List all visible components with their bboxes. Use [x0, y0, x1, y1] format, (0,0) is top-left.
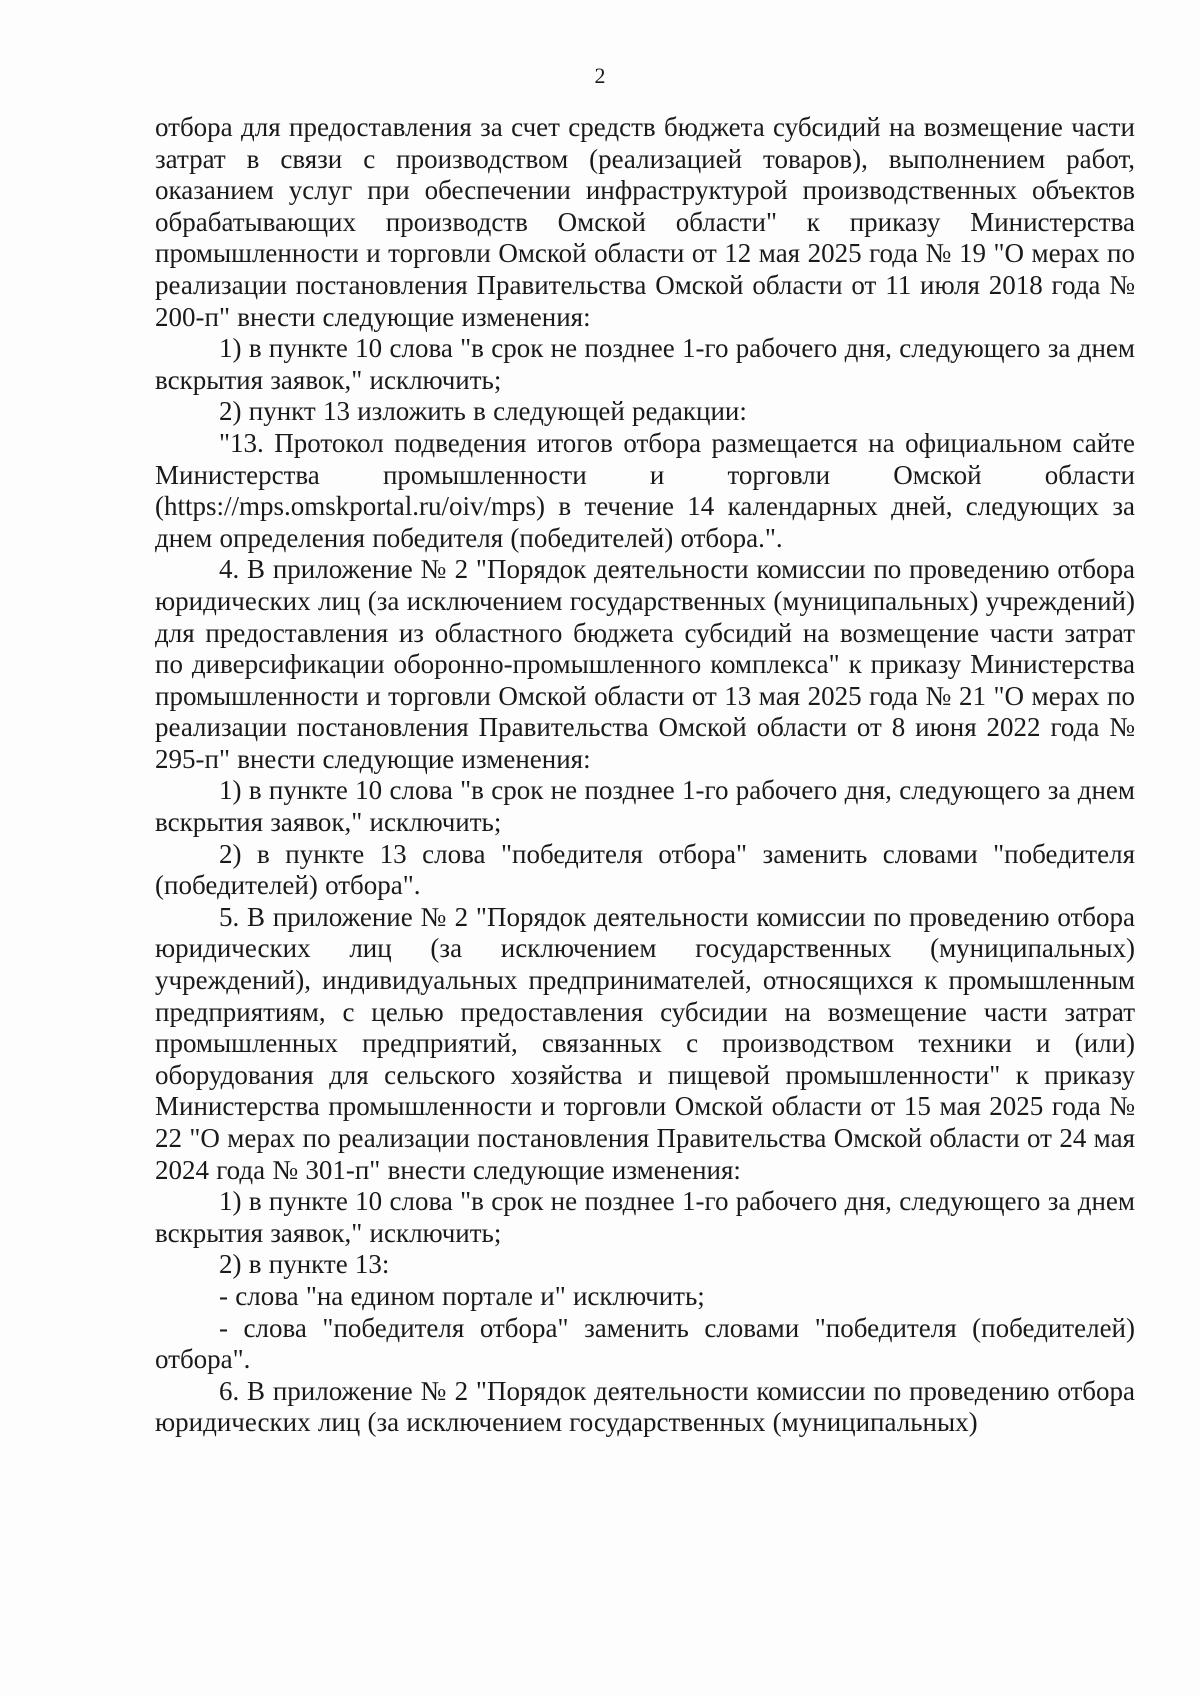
- paragraph: 5. В приложение № 2 "Порядок деятельности комиссии по проведению отбора юридических лиц (за исключением государственных (муниципальных) учреждений), индивидуальных предпринимателей, относящихся к промышленным предприятиям, с целью предоставления субсидии на возмещение части затрат промышленных предприятий, связанных с производством техники и (или) оборудования для сельского хозяйства и пищевой промышленности" к приказу Министерства промышленности и торговли Омской области от 15 мая 2025 года № 22 "О мерах по реализации постановления Правительства Омской области от 24 мая 2024 года № 301-п" внести следующие изменения:: [155, 901, 1135, 1185]
- paragraph: 4. В приложение № 2 "Порядок деятельности комиссии по проведению отбора юридических лиц (за исключением государственных (муниципальных) учреждений) для предоставления из областного бюджета субсидий на возмещение части затрат по диверсификации оборонно-промышленного комплекса" к приказу Министерства промышленности и торговли Омской области от 13 мая 2025 года № 21 "О мерах по реализации постановления Правительства Омской области от 8 июня 2022 года № 295-п" внести следующие изменения:: [155, 554, 1135, 774]
- paragraph: - слова "победителя отбора" заменить словами "победителя (победителей) отбора".: [155, 1312, 1135, 1375]
- paragraph: 1) в пункте 10 слова "в срок не позднее 1-го рабочего дня, следующего за днем вскрытия заявок," исключить;: [155, 775, 1135, 838]
- paragraph: 1) в пункте 10 слова "в срок не позднее 1-го рабочего дня, следующего за днем вскрытия заявок," исключить;: [155, 1186, 1135, 1248]
- paragraph: 2) пункт 13 изложить в следующей редакции:: [219, 396, 747, 427]
- page-number: 2: [594, 63, 606, 88]
- paragraph: - слова "на едином портале и" исключить;: [219, 1280, 705, 1311]
- document-body: [155, 112, 1135, 1439]
- paragraph: 2) в пункте 13 слова "победителя отбора" заменить словами "победителя (победителей) отбора".: [155, 838, 1135, 901]
- paragraph: "13. Протокол подведения итогов отбора размещается на официальном сайте Министерства промышленности и торговли Омской области (https://mps.omskportal.ru/oiv/mps) в течение 14 календарных дней, следующих за днем определения победителя (победителей) отбора.".: [155, 427, 1135, 553]
- paragraph: отбора для предоставления за счет средств бюджета субсидий на возмещение части затрат в связи с производством (реализацией товаров), выполнением работ, оказанием услуг при обеспечении инфраструктурой производственных объектов обрабатывающих производств Омской области" к приказу Министерства промышленности и торговли Омской области от 12 мая 2025 года № 19 "О мерах по реализации постановления Правительства Омской области от 11 июля 2018 года № 200-п" внести следующие изменения:: [155, 112, 1135, 332]
- paragraph: 2) в пункте 13:: [219, 1249, 390, 1280]
- paragraph: 1) в пункте 10 слова "в срок не позднее 1-го рабочего дня, следующего за днем вскрытия заявок," исключить;: [155, 333, 1135, 395]
- paragraph: 6. В приложение № 2 "Порядок деятельности комиссии по проведению отбора юридических лиц (за исключением государственных (муниципальных): [155, 1375, 1135, 1438]
